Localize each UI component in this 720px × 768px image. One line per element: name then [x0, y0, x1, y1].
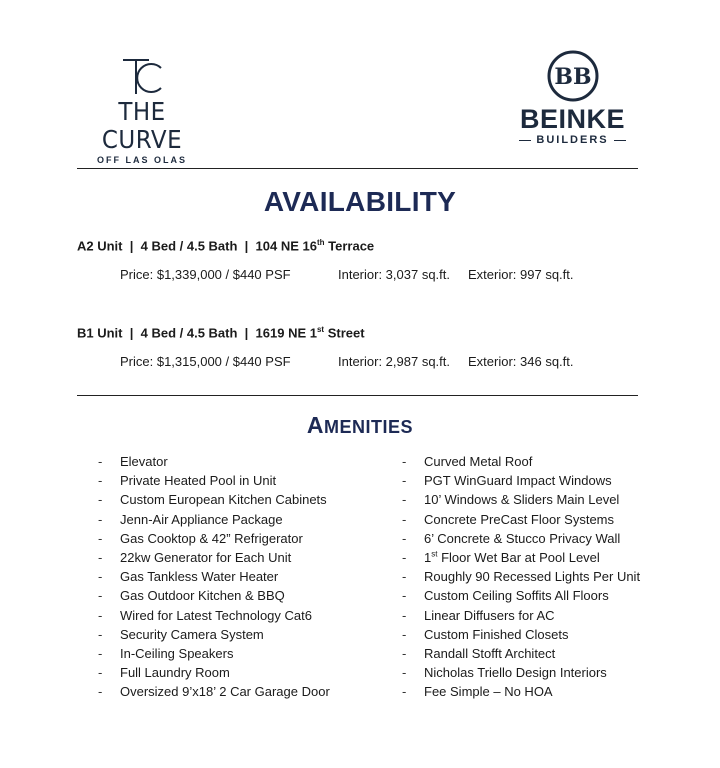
bullet-dash: -	[98, 530, 103, 546]
svg-text:TC: TC	[142, 56, 144, 57]
amenity-item	[402, 682, 682, 701]
unit-a2-exterior: Exterior: 997 sq.ft.	[468, 267, 574, 282]
amenity-label: PGT WinGuard Impact Windows	[424, 473, 612, 489]
bullet-dash: -	[402, 511, 407, 527]
unit-b1-heading: B1 Unit | 4 Bed / 4.5 Bath | 1619 NE 1st Street	[77, 325, 365, 341]
amenity-label: Roughly 90 Recessed Lights Per Unit	[424, 569, 641, 585]
amenity-item	[98, 490, 378, 509]
bullet-dash: -	[98, 626, 103, 642]
bullet-dash: -	[98, 492, 103, 508]
amenity-item	[402, 452, 682, 471]
bullet-dash: -	[98, 454, 103, 469]
amenity-item	[98, 510, 378, 529]
amenity-item	[402, 606, 682, 625]
amenity-label: Custom European Kitchen Cabinets	[120, 492, 327, 508]
amenity-label: Oversized 9’x18’ 2 Car Garage Door	[120, 684, 330, 700]
amenities-title: AMENITIES	[306, 412, 414, 438]
amenity-label: 1st Floor Wet Bar at Pool Level	[424, 549, 600, 565]
unit-a2-price: Price: $1,339,000 / $440 PSF	[120, 267, 291, 282]
unit-a2-interior: Interior: 3,037 sq.ft.	[338, 267, 451, 282]
tc-monogram-icon	[119, 56, 165, 96]
the-curve-logo	[72, 56, 212, 165]
bullet-dash: -	[402, 645, 407, 661]
bullet-dash: -	[402, 530, 407, 546]
bullet-dash: -	[98, 473, 103, 489]
amenity-item	[98, 452, 378, 471]
bullet-dash: -	[402, 454, 407, 469]
svg-text:BB: BB	[553, 64, 592, 90]
bullet-dash: -	[402, 549, 407, 565]
amenity-label: 22kw Generator for Each Unit	[120, 549, 292, 565]
unit-b1-price: Price: $1,315,000 / $440 PSF	[120, 354, 291, 369]
amenities-right-list	[402, 452, 682, 701]
amenity-item	[402, 644, 682, 663]
bullet-dash: -	[98, 511, 103, 527]
amenity-label: Custom Finished Closets	[424, 626, 569, 642]
amenity-label: Elevator	[120, 454, 168, 469]
amenity-item	[98, 548, 378, 567]
amenity-item	[402, 529, 682, 548]
amenity-label: In-Ceiling Speakers	[120, 645, 234, 661]
bullet-dash: -	[98, 665, 103, 681]
bullet-dash: -	[402, 665, 407, 681]
amenity-label: 10’ Windows & Sliders Main Level	[424, 492, 620, 508]
beinke-builders-logo	[505, 50, 640, 150]
amenity-label: Full Laundry Room	[120, 665, 230, 681]
amenity-item	[98, 567, 378, 586]
amenity-label: Gas Outdoor Kitchen & BBQ	[120, 588, 285, 604]
beinke-name: BEINKE	[519, 104, 625, 134]
amenity-label: Custom Ceiling Soffits All Floors	[424, 588, 609, 604]
bullet-dash: -	[402, 569, 407, 585]
bullet-dash: -	[98, 588, 103, 604]
amenity-item	[98, 529, 378, 548]
amenity-label: Concrete PreCast Floor Systems	[424, 511, 615, 527]
amenity-item	[402, 586, 682, 605]
amenity-label: Randall Stofft Architect	[424, 645, 556, 661]
bullet-dash: -	[402, 588, 407, 604]
amenity-label: 6’ Concrete & Stucco Privacy Wall	[424, 530, 621, 546]
amenity-item	[98, 663, 378, 682]
bullet-dash: -	[98, 569, 103, 585]
amenity-item	[98, 625, 378, 644]
bb-monogram-icon	[547, 50, 599, 102]
amenity-item	[402, 510, 682, 529]
the-curve-name: THE CURVE	[101, 97, 183, 154]
amenity-label: Private Heated Pool in Unit	[120, 473, 277, 489]
amenity-label: Jenn-Air Appliance Package	[120, 511, 283, 527]
bullet-dash: -	[98, 549, 103, 565]
amenity-item	[402, 625, 682, 644]
amenity-item	[402, 548, 682, 567]
amenity-item	[98, 644, 378, 663]
amenity-item	[402, 471, 682, 490]
bullet-dash: -	[98, 645, 103, 661]
amenity-item	[98, 586, 378, 605]
section-divider	[77, 395, 638, 396]
amenity-item	[402, 663, 682, 682]
amenities-left-list	[98, 452, 378, 701]
amenity-item	[98, 606, 378, 625]
bullet-dash: -	[98, 684, 103, 700]
availability-title: AVAILABILITY	[263, 186, 457, 217]
beinke-subtitle: BUILDERS	[505, 134, 640, 146]
bullet-dash: -	[402, 684, 407, 700]
amenity-label: Gas Tankless Water Heater	[120, 569, 279, 585]
bullet-dash: -	[402, 626, 407, 642]
header-divider	[77, 168, 638, 169]
bullet-dash: -	[402, 473, 407, 489]
amenity-label: Gas Cooktop & 42” Refrigerator	[120, 530, 303, 546]
bullet-dash: -	[402, 492, 407, 508]
amenity-item	[402, 567, 682, 586]
bullet-dash: -	[402, 607, 407, 623]
amenity-label: Nicholas Triello Design Interiors	[424, 665, 607, 681]
the-curve-subtitle: OFF LAS OLAS	[97, 155, 187, 165]
unit-a2-heading: A2 Unit | 4 Bed / 4.5 Bath | 104 NE 16th Terrace	[77, 238, 375, 254]
amenity-item	[98, 682, 378, 701]
unit-b1-exterior: Exterior: 346 sq.ft.	[468, 354, 574, 369]
amenity-label: Fee Simple – No HOA	[424, 684, 553, 700]
unit-b1-interior: Interior: 2,987 sq.ft.	[338, 354, 451, 369]
amenity-label: Wired for Latest Technology Cat6	[120, 607, 312, 623]
amenity-label: Linear Diffusers for AC	[424, 607, 555, 623]
bullet-dash: -	[98, 607, 103, 623]
amenity-label: Security Camera System	[120, 626, 264, 642]
amenity-item	[402, 490, 682, 509]
amenity-item	[98, 471, 378, 490]
amenity-label: Curved Metal Roof	[424, 454, 533, 469]
